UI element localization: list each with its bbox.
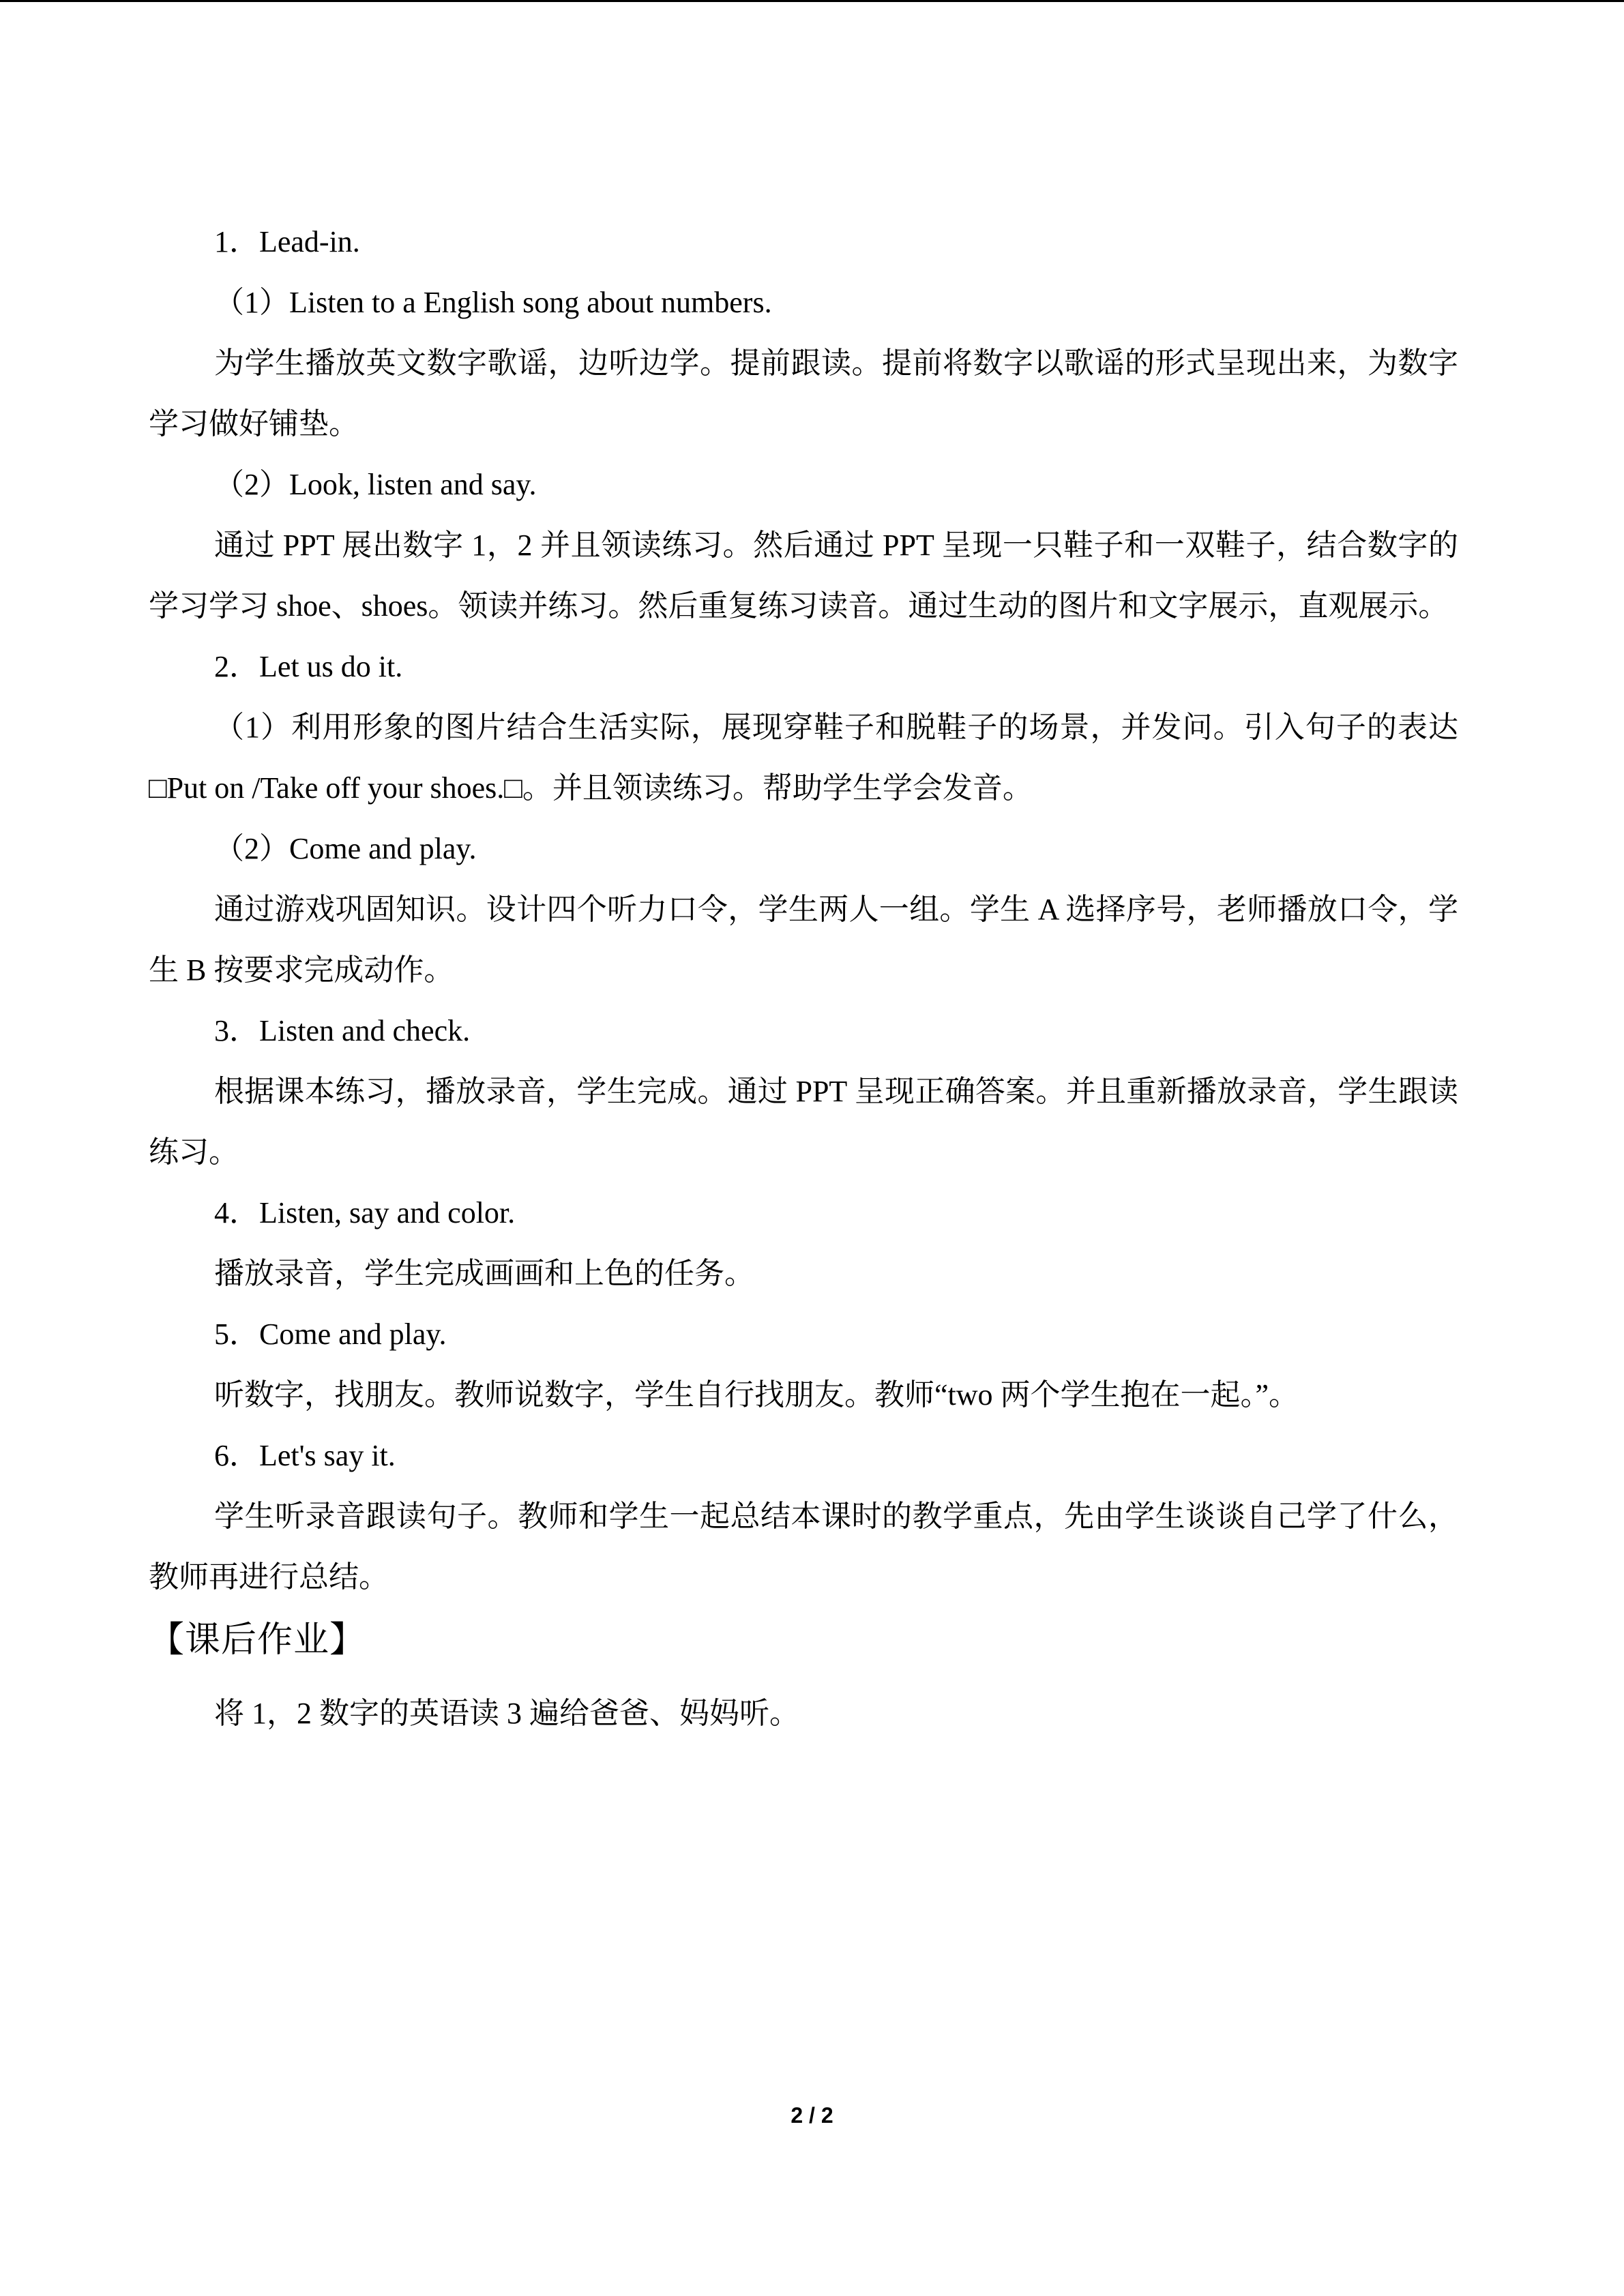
- paragraph-ppt-numbers: 通过 PPT 展出数字 1，2 并且领读练习。然后通过 PPT 呈现一只鞋子和一双鞋子，结合数字的学习学习 shoe、shoes。领读并练习。然后重复练习读音。通过生动的图片和文字展示，直观展示。: [149, 528, 1458, 623]
- substep-come-and-play: （2）Come and play.: [214, 832, 477, 865]
- paragraph-homework: 将 1，2 数字的英语读 3 遍给爸爸、妈妈听。: [214, 1697, 799, 1730]
- document-body: [149, 211, 1458, 1744]
- substep-listen-song: （1）Listen to a English song about numbers.: [214, 286, 772, 319]
- paragraph-summary: 学生听录音跟读句子。教师和学生一起总结本课时的教学重点，先由学生谈谈自己学了什么，教师再进行总结。: [149, 1500, 1458, 1594]
- section-heading-homework: 【课后作业】: [149, 1620, 366, 1660]
- paragraph-game-instructions: 通过游戏巩固知识。设计四个听力口令，学生两人一组。学生 A 选择序号，老师播放口令，学生 B 按要求完成动作。: [149, 893, 1458, 987]
- step-heading-lead-in: 1．Lead-in.: [214, 225, 360, 258]
- page-number: 2 / 2: [791, 2103, 833, 2128]
- paragraph-draw-color: 播放录音，学生完成画画和上色的任务。: [214, 1257, 754, 1290]
- paragraph-song-description: 为学生播放英文数字歌谣，边听边学。提前跟读。提前将数字以歌谣的形式呈现出来，为数字学习做好铺垫。: [149, 346, 1458, 441]
- paragraph-put-on-take-off: （1）利用形象的图片结合生活实际，展现穿鞋子和脱鞋子的场景，并发问。引入句子的表达□Put on /Take off your shoes.□。并且领读练习。帮助学生学会发音。: [149, 711, 1458, 805]
- step-heading-come-and-play: 5．Come and play.: [214, 1317, 447, 1351]
- step-heading-listen-and-check: 3．Listen and check.: [214, 1014, 471, 1047]
- step-heading-listen-say-color: 4．Listen, say and color.: [214, 1196, 516, 1229]
- step-heading-lets-say-it: 6．Let's say it.: [214, 1439, 396, 1472]
- paragraph-find-friends: 听数字，找朋友。教师说数字，学生自行找朋友。教师“two 两个学生抱在一起。”。: [214, 1378, 1299, 1412]
- step-heading-let-us-do-it: 2．Let us do it.: [214, 650, 403, 683]
- top-border-line: [0, 0, 1624, 2]
- paragraph-listen-check: 根据课本练习，播放录音，学生完成。通过 PPT 呈现正确答案。并且重新播放录音，学生跟读练习。: [149, 1075, 1458, 1169]
- substep-look-listen-say: （2）Look, listen and say.: [214, 468, 537, 501]
